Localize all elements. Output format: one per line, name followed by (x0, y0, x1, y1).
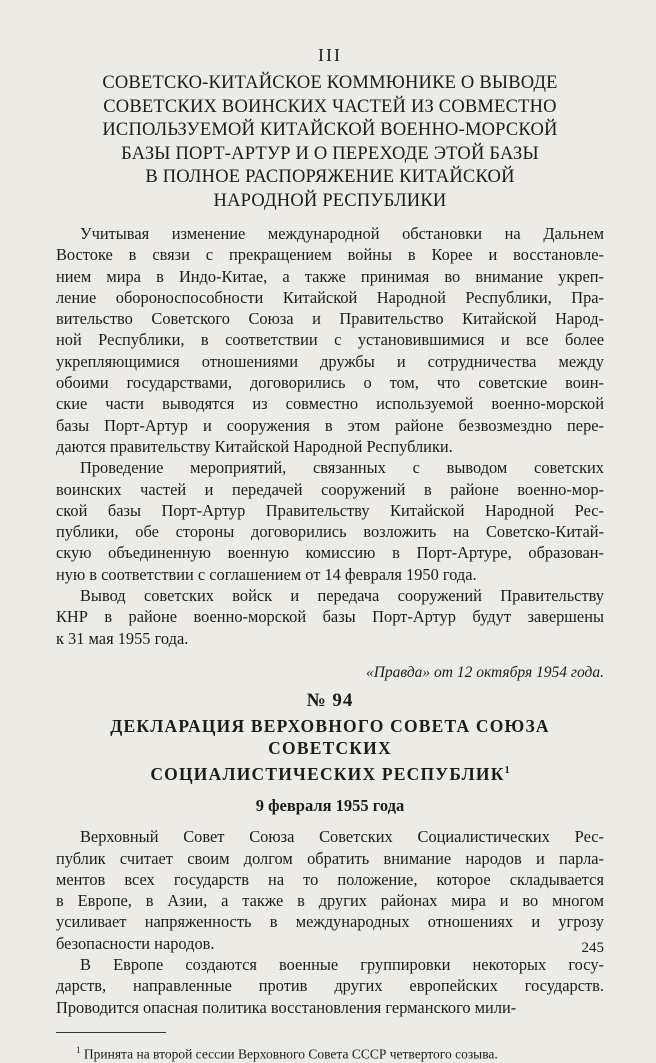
text-line: В Европе создаются военные группировки некоторых госу- (80, 955, 604, 975)
footnote-divider (56, 1032, 166, 1033)
text-line: ской базы Порт-Артур Правительству Китайской Народной Рес- (56, 500, 604, 520)
declaration-body (56, 826, 604, 1018)
text-line: Востоке в связи с прекращением войны в Корее и восстановле- (56, 245, 604, 265)
page-number: 245 (581, 940, 604, 956)
text-line: Проводится опасная политика восстановления германского мили- (56, 997, 517, 1017)
text-line: публик считает своим долгом обратить внимание народов и парла- (56, 848, 604, 868)
text-line: к 31 мая 1955 года. (56, 628, 189, 648)
footnote-reference: 1 (504, 764, 510, 776)
paragraph (56, 223, 604, 457)
text-line: Верховный Совет Союза Советских Социалистических Рес- (80, 827, 604, 847)
section-number: III (318, 45, 342, 65)
text-line: ную в соответствии с соглашением от 14 февраля 1950 года. (56, 564, 477, 584)
text-line: укрепляющимися отношениями дружбы и сотрудничества между (56, 351, 604, 371)
text-line: воинских частей и передачей сооружений в районе военно-мор- (56, 479, 604, 499)
heading-line: БАЗЫ ПОРТ-АРТУР И О ПЕРЕХОДЕ ЭТОЙ БАЗЫ (121, 143, 539, 164)
text-line: дарств, направленные против других европейских государств. (56, 976, 604, 996)
text-line: скую объединенную военную комиссию в Порт-Артуре, образован- (56, 543, 604, 563)
footnote-text: Принята на второй сессии Верховного Совета СССР четвертого созыва. (83, 1046, 498, 1062)
heading-line: СОВЕТСКИХ ВОИНСКИХ ЧАСТЕЙ ИЗ СОВМЕСТНО (103, 96, 557, 117)
heading-line: СОЦИАЛИСТИЧЕСКИХ РЕСПУБЛИК$^1$ (150, 763, 510, 784)
text-line: ментов всех государств на то положение, которое складывается (56, 869, 604, 889)
text-line: усиливает напряженность в международных отношениях и угрозу (56, 912, 604, 932)
heading-line: В ПОЛНОЕ РАСПОРЯЖЕНИЕ КИТАЙСКОЙ (145, 167, 515, 187)
document-number: № 94 (306, 689, 354, 711)
declaration-heading (56, 715, 604, 785)
text-line: нием мира в Индо-Китае, а также принимая во внимание укреп- (56, 266, 604, 286)
text-line: даются правительству Китайской Народной Республики. (56, 436, 453, 456)
paragraph (56, 954, 604, 1018)
heading-line: СОВЕТСКО-КИТАЙСКОЕ КОММЮНИКЕ О ВЫВОДЕ (102, 73, 558, 93)
text-line: безопасности народов. (56, 933, 215, 953)
paragraph (56, 826, 604, 954)
text-line: Проведение мероприятий, связанных с выводом советских (80, 458, 604, 478)
text-line: обоими государствами, договорились о том, что советские воин- (56, 373, 604, 393)
text-line: ские части выводятся из совместно используемой военно-морской (56, 394, 604, 414)
communique-body (56, 223, 604, 649)
paragraph (56, 457, 604, 585)
heading-line: ДЕКЛАРАЦИЯ ВЕРХОВНОГО СОВЕТА СОЮЗА СОВЕТСКИХ (110, 715, 550, 759)
declaration-date: 9 февраля 1955 года (255, 796, 405, 816)
heading-line: ИСПОЛЬЗУЕМОЙ КИТАЙСКОЙ ВОЕННО-МОРСКОЙ (102, 120, 558, 140)
text-line: ной Республики, в соответствии с установившимися и все более (56, 330, 604, 350)
text-line: ление обороноспособности Китайской Народной Республики, Пра- (56, 287, 604, 307)
heading-line: НАРОДНОЙ РЕСПУБЛИКИ (213, 190, 447, 211)
text-line: КНР в районе военно-морской базы Порт-Артур будут завершены (56, 607, 604, 627)
paragraph (56, 585, 604, 649)
footnote (56, 1041, 604, 1063)
text-line: публики, обе стороны договорились возложить на Советско-Китай- (56, 522, 604, 542)
text-line: Учитывая изменение международной обстановки на Дальнем (80, 224, 604, 243)
text-line: в Европе, в Азии, а также в других районах мира и во многом (56, 891, 604, 911)
source-citation: «Правда» от 12 октября 1954 года. (365, 663, 604, 681)
text-line: базы Порт-Артур и сооружения в этом районе безвозмездно пере- (56, 415, 604, 435)
communique-heading (56, 72, 604, 213)
text-line: вительство Советского Союза и Правительство Китайской Народ- (56, 309, 604, 329)
footnote-mark: 1 (76, 1044, 81, 1055)
text-line: Вывод советских войск и передача сооружений Правительству (80, 586, 604, 606)
